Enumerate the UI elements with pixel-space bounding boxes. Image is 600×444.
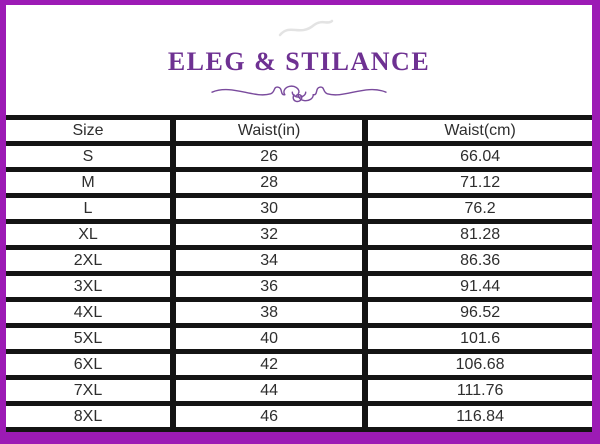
table-row [6,170,592,196]
table-cell: 3XL [6,274,173,300]
table-cell: 26 [173,144,365,170]
table-cell: 106.68 [365,352,592,378]
header-row [6,118,592,144]
table-cell: 5XL [6,326,173,352]
table-cell: 28 [173,170,365,196]
table-cell: 42 [173,352,365,378]
table-cell: XL [6,222,173,248]
table-row [6,222,592,248]
table-row [6,248,592,274]
table-cell: 111.76 [365,378,592,404]
table-cell: 2XL [6,248,173,274]
table-cell: 32 [173,222,365,248]
table-row [6,196,592,222]
table-row [6,274,592,300]
table-cell: 76.2 [365,196,592,222]
table-cell: L [6,196,173,222]
table-row [6,404,592,430]
table-cell: 30 [173,196,365,222]
table-cell: 116.84 [365,404,592,430]
table-row [6,300,592,326]
table-cell: 38 [173,300,365,326]
table-row [6,378,592,404]
table-cell: 46 [173,404,365,430]
table-cell: 101.6 [365,326,592,352]
flourish-divider-icon [207,79,391,107]
brand-title: ELEG & STILANCE [167,47,431,76]
table-cell: 96.52 [365,300,592,326]
column-header-waist-in: Waist(in) [173,118,365,144]
table-cell: 44 [173,378,365,404]
table-cell: 34 [173,248,365,274]
size-chart-table [6,115,592,432]
table-cell: 40 [173,326,365,352]
table-cell: 36 [173,274,365,300]
table-cell: 71.12 [365,170,592,196]
table-row [6,326,592,352]
table-cell: 86.36 [365,248,592,274]
table-cell: 66.04 [365,144,592,170]
table-cell: S [6,144,173,170]
table-cell: 91.44 [365,274,592,300]
column-header-size: Size [6,118,173,144]
watermark-smudge [274,15,338,43]
table-cell: 4XL [6,300,173,326]
table-row [6,144,592,170]
table-cell: 6XL [6,352,173,378]
table-cell: 7XL [6,378,173,404]
column-header-waist-cm: Waist(cm) [365,118,592,144]
table-cell: 8XL [6,404,173,430]
table-row [6,352,592,378]
brand-header [6,5,592,115]
table-cell: M [6,170,173,196]
table-cell: 81.28 [365,222,592,248]
